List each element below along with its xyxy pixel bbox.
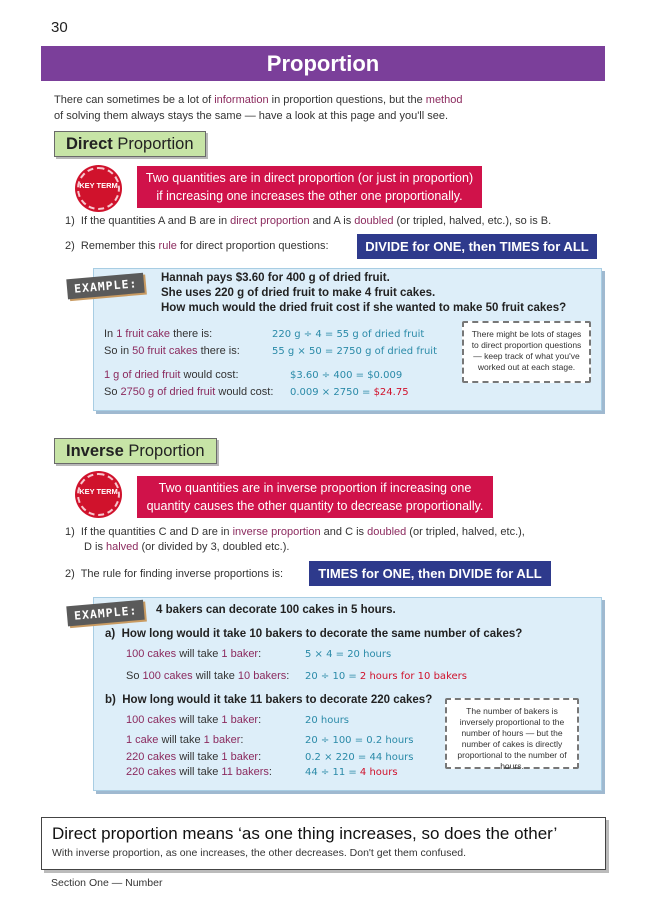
direct-step-1-label: In 1 fruit cake there is: [104, 328, 213, 340]
inverse-example-label: EXAMPLE: [66, 600, 145, 627]
direct-key-term: Two quantities are in direct proportion (or just in proportion) if increasing one increases the other one proportionally. [137, 166, 482, 208]
summary-headline: Direct proportion means ‘as one thing increases, so does the other’ [52, 824, 558, 843]
inverse-key-term: Two quantities are in inverse proportion if increasing one quantity causes the other quantity to decrease proportionally. [137, 476, 493, 518]
direct-step-4-label: So 2750 g of dried fruit would cost: [104, 386, 274, 398]
inverse-item-2: 2) The rule for finding inverse proportions is: [65, 568, 284, 580]
inverse-b-step-4-label: 220 cakes will take 11 bakers: [126, 766, 272, 778]
direct-item-1: 1) If the quantities A and B are in direct proportion and A is doubled (or tripled, halved, etc.), so is B. [65, 215, 552, 227]
intro-text: There can sometimes be a lot of information in proportion questions, but the method of solving them always stays the same — have a look at this page and you'll see. [54, 94, 463, 122]
inverse-b-step-4-calc: 44 ÷ 11 = 4 hours [305, 767, 398, 778]
inverse-a-step-1-calc: 5 × 4 = 20 hours [305, 649, 392, 660]
direct-step-3-calc: $3.60 ÷ 400 = $0.009 [290, 370, 403, 381]
inverse-b-step-1-label: 100 cakes will take 1 baker: [126, 714, 262, 726]
inverse-b-step-2-calc: 20 ÷ 100 = 0.2 hours [305, 735, 414, 746]
inverse-b-step-1-calc: 20 hours [305, 715, 350, 726]
inverse-b-step-2-label: 1 cake will take 1 baker: [126, 734, 244, 746]
inverse-a-step-2-calc: 20 ÷ 10 = 2 hours for 10 bakers [305, 671, 467, 682]
direct-example-label: EXAMPLE: [66, 273, 145, 300]
inverse-item-1: 1) If the quantities C and D are in inverse proportion and C is doubled (or tripled, halved, etc.), D is halved (or divided by 3, doubled etc.). [65, 526, 525, 553]
direct-item-2: 2) Remember this rule for direct proportion questions: [65, 240, 329, 252]
direct-rule-box: DIVIDE for ONE, then TIMES for ALL [357, 234, 597, 259]
inverse-rule-box: TIMES for ONE, then DIVIDE for ALL [309, 561, 551, 586]
inverse-a-step-1-label: 100 cakes will take 1 baker: [126, 648, 262, 660]
inverse-example-intro: 4 bakers can decorate 100 cakes in 5 hours. [156, 604, 396, 616]
inverse-a-step-2-label: So 100 cakes will take 10 bakers: [126, 670, 290, 682]
direct-step-4-calc: 0.009 × 2750 = $24.75 [290, 387, 409, 398]
key-term-badge: KEY TERM [77, 167, 120, 210]
page-number: 30 [51, 19, 68, 36]
inverse-tip-note: The number of bakers is inversely proportional to the number of hours — but the number of cakes is directly proportional to the number of hours. [445, 698, 579, 769]
inverse-question-a: a) How long would it take 10 bakers to decorate the same number of cakes? [105, 628, 523, 640]
direct-tip-note: There might be lots of stages to direct proportion questions — keep track of what you've worked out at each stage. [462, 321, 591, 383]
summary-box [41, 817, 606, 870]
page-title: Proportion [41, 46, 605, 81]
direct-example-question: Hannah pays $3.60 for 400 g of dried fruit. She uses 220 g of dried fruit to make 4 fruit cakes. How much would the dried fruit cost if she wanted to make 50 fruit cakes? [161, 272, 567, 314]
inverse-b-step-3-calc: 0.2 × 220 = 44 hours [305, 752, 414, 763]
key-term-badge: KEY TERM [77, 473, 120, 516]
direct-step-2-calc: 55 g × 50 = 2750 g of dried fruit [272, 346, 438, 357]
direct-step-3-label: 1 g of dried fruit would cost: [104, 369, 239, 381]
inverse-question-b: b) How long would it take 11 bakers to decorate 220 cakes? [105, 694, 433, 706]
direct-proportion-heading: Direct Proportion [54, 131, 206, 157]
direct-step-2-label: So in 50 fruit cakes there is: [104, 345, 240, 357]
inverse-b-step-3-label: 220 cakes will take 1 baker: [126, 751, 262, 763]
direct-step-1-calc: 220 g ÷ 4 = 55 g of dried fruit [272, 329, 425, 340]
inverse-proportion-heading: Inverse Proportion [54, 438, 217, 464]
summary-note: With inverse proportion, as one increases, the other decreases. Don't get them confused. [52, 847, 467, 859]
section-footer: Section One — Number [51, 877, 163, 889]
